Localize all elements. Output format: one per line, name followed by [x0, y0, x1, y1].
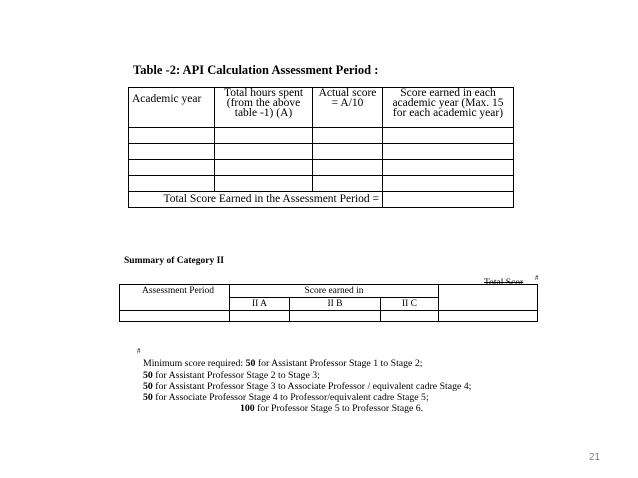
subheader-iia: II A	[230, 298, 290, 311]
table-cell	[215, 128, 313, 144]
table-cell	[129, 160, 215, 176]
table-cell	[439, 311, 538, 322]
subheader-iib: II B	[290, 298, 381, 311]
note-text: for Associate Professor Stage 4 to Professor/equivalent cadre Stage 5;	[152, 392, 429, 403]
header-total-score	[439, 285, 538, 298]
note-number: 50	[143, 392, 153, 403]
note-text: for Assistant Professor Stage 1 to Stage 2;	[255, 358, 423, 369]
note-number: 50	[245, 358, 256, 369]
page-number: 21	[589, 452, 601, 463]
summary-table	[119, 284, 538, 322]
header-total-hours	[215, 88, 313, 128]
note-number: 50	[143, 381, 153, 392]
table-cell	[129, 128, 215, 144]
header-score-earned	[383, 88, 514, 128]
header-score-earned-in: Score earned in	[230, 285, 439, 298]
table-cell	[215, 160, 313, 176]
summary-subheader-row	[120, 298, 538, 311]
table-cell	[230, 311, 290, 322]
summary-title: Summary of Category II	[124, 256, 225, 266]
note-number: 50	[143, 370, 153, 381]
table-cell	[313, 144, 383, 160]
table-row	[129, 144, 514, 160]
header-total-hours-line3: table -1) (A)	[234, 107, 293, 119]
footnote-mark: #	[137, 347, 141, 355]
note-line-1	[143, 358, 422, 369]
header-actual-score-line1: Actual score	[318, 87, 377, 99]
header-total-hours-line1: Total hours spent	[223, 87, 304, 99]
subheader-empty	[120, 298, 230, 311]
table-cell	[215, 144, 313, 160]
table-cell	[313, 160, 383, 176]
note-text: for Assistant Professor Stage 3 to Associate Professor / equivalent cadre Stage 4;	[152, 381, 472, 392]
subheader-iic: II C	[381, 298, 439, 311]
table-cell	[313, 176, 383, 192]
table-cell	[129, 144, 215, 160]
table-cell	[290, 311, 381, 322]
note-text: for Professor Stage 5 to Professor Stage 6.	[254, 403, 424, 414]
table-cell	[313, 128, 383, 144]
table2-title: Table -2: API Calculation Assessment Period :	[133, 63, 379, 77]
note-text: Minimum score required:	[143, 358, 246, 369]
table-cell	[383, 144, 514, 160]
total-score-row	[129, 192, 514, 208]
table-cell	[215, 176, 313, 192]
note-number: 100	[240, 403, 255, 414]
header-score-earned-line1: Score earned in each	[400, 87, 496, 99]
total-score-label: Total Score Earned in the Assessment Period =	[129, 192, 383, 208]
table-cell	[383, 128, 514, 144]
table-cell	[120, 311, 230, 322]
note-line-2	[143, 370, 320, 381]
total-score-value	[383, 192, 514, 208]
subheader-empty	[439, 298, 538, 311]
note-line-3	[143, 381, 471, 392]
note-line-4	[143, 392, 429, 403]
table-header-row	[129, 88, 514, 128]
table-row	[129, 128, 514, 144]
table-cell	[383, 160, 514, 176]
header-actual-score	[313, 88, 383, 128]
header-actual-score-line2: = A/10	[331, 97, 364, 109]
table-cell	[383, 176, 514, 192]
header-score-earned-line3: for each academic year)	[392, 107, 504, 119]
header-assessment-period: Assessment Period	[120, 285, 230, 298]
total-score-footnote-mark: #	[535, 274, 539, 282]
api-calculation-table	[128, 87, 514, 208]
summary-header-row	[120, 285, 538, 298]
header-academic-year: Academic year	[129, 88, 215, 128]
summary-data-row	[120, 311, 538, 322]
note-text: for Assistant Professor Stage 2 to Stage 3;	[152, 370, 320, 381]
table-row	[129, 176, 514, 192]
header-total-hours-line2: (from the above	[226, 97, 301, 109]
table-cell	[129, 176, 215, 192]
table-cell	[381, 311, 439, 322]
table-row	[129, 160, 514, 176]
total-score-label: Total Scor	[484, 278, 524, 288]
note-line-5	[240, 403, 423, 414]
header-score-earned-line2: academic year (Max. 15	[392, 97, 504, 109]
